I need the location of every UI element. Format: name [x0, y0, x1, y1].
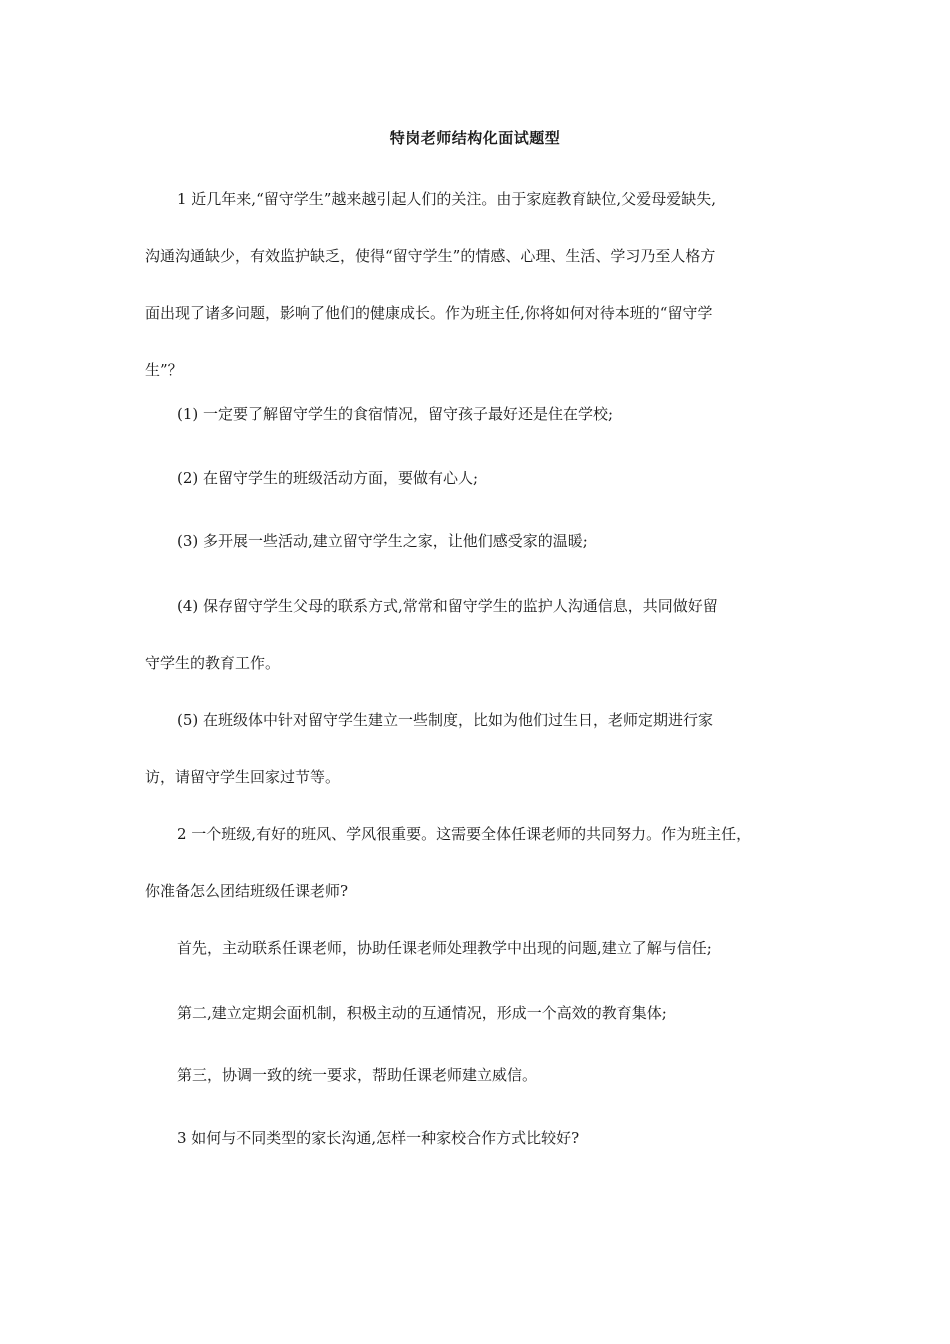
answer-1-item-3: [145, 513, 810, 570]
answer-1-item-5: [145, 692, 810, 806]
answer-1-item-2-text: (2) 在留守学生的班级活动方面，要做有心人;: [177, 469, 479, 487]
answer-2-second: [145, 985, 810, 1042]
answer-2-first: [145, 920, 810, 977]
answer-1-item-4: [145, 578, 810, 692]
answer-1-item-3-text: (3) 多开展一些活动,建立留守学生之家，让他们感受家的温暖;: [177, 532, 588, 550]
answer-2-second-text: 第二,建立定期会面机制，积极主动的互通情况，形成一个高效的教育集体;: [177, 1004, 667, 1022]
answer-2-first-text: 首先，主动联系任课老师，协助任课老师处理教学中出现的问题,建立了解与信任;: [177, 939, 712, 957]
answer-1-item-4-line: 守学生的教育工作。: [145, 654, 281, 672]
question-1-line: 沟通沟通缺少，有效监护缺乏，使得“留守学生”的情感、心理、生活、学习乃至人格方: [145, 247, 716, 265]
question-3-text: 3 如何与不同类型的家长沟通,怎样一种家校合作方式比较好?: [177, 1129, 580, 1147]
answer-1-item-5-line: (5) 在班级体中针对留守学生建立一些制度，比如为他们过生日，老师定期进行家: [177, 711, 714, 729]
question-2: [145, 806, 810, 920]
answer-1-item-4-line: (4) 保存留守学生父母的联系方式,常常和留守学生的监护人沟通信息，共同做好留: [177, 597, 718, 615]
answer-1-item-1: [145, 386, 810, 443]
question-1-line: 1 近几年来,“留守学生”越来越引起人们的关注。由于家庭教育缺位,父爱母爱缺失,: [177, 190, 716, 208]
question-2-line: 你准备怎么团结班级任课老师?: [145, 882, 349, 900]
answer-1-item-5-line: 访，请留守学生回家过节等。: [145, 768, 341, 786]
question-1-line: 生”？: [145, 361, 183, 379]
answer-1-item-2: [145, 450, 810, 507]
question-1-line: 面出现了诸多问题，影响了他们的健康成长。作为班主任,你将如何对待本班的“留守学: [145, 304, 713, 322]
answer-2-third-text: 第三，协调一致的统一要求，帮助任课老师建立威信。: [177, 1066, 538, 1084]
question-2-line: 2 一个班级,有好的班风、学风很重要。这需要全体任课老师的共同努力。作为班主任，: [177, 825, 752, 843]
document-title: 特岗老师结构化面试题型: [389, 129, 561, 147]
question-1: [145, 171, 810, 399]
question-3: [145, 1110, 810, 1167]
answer-1-item-1-text: (1) 一定要了解留守学生的食宿情况，留守孩子最好还是住在学校;: [177, 405, 614, 423]
answer-2-third: [145, 1047, 810, 1104]
